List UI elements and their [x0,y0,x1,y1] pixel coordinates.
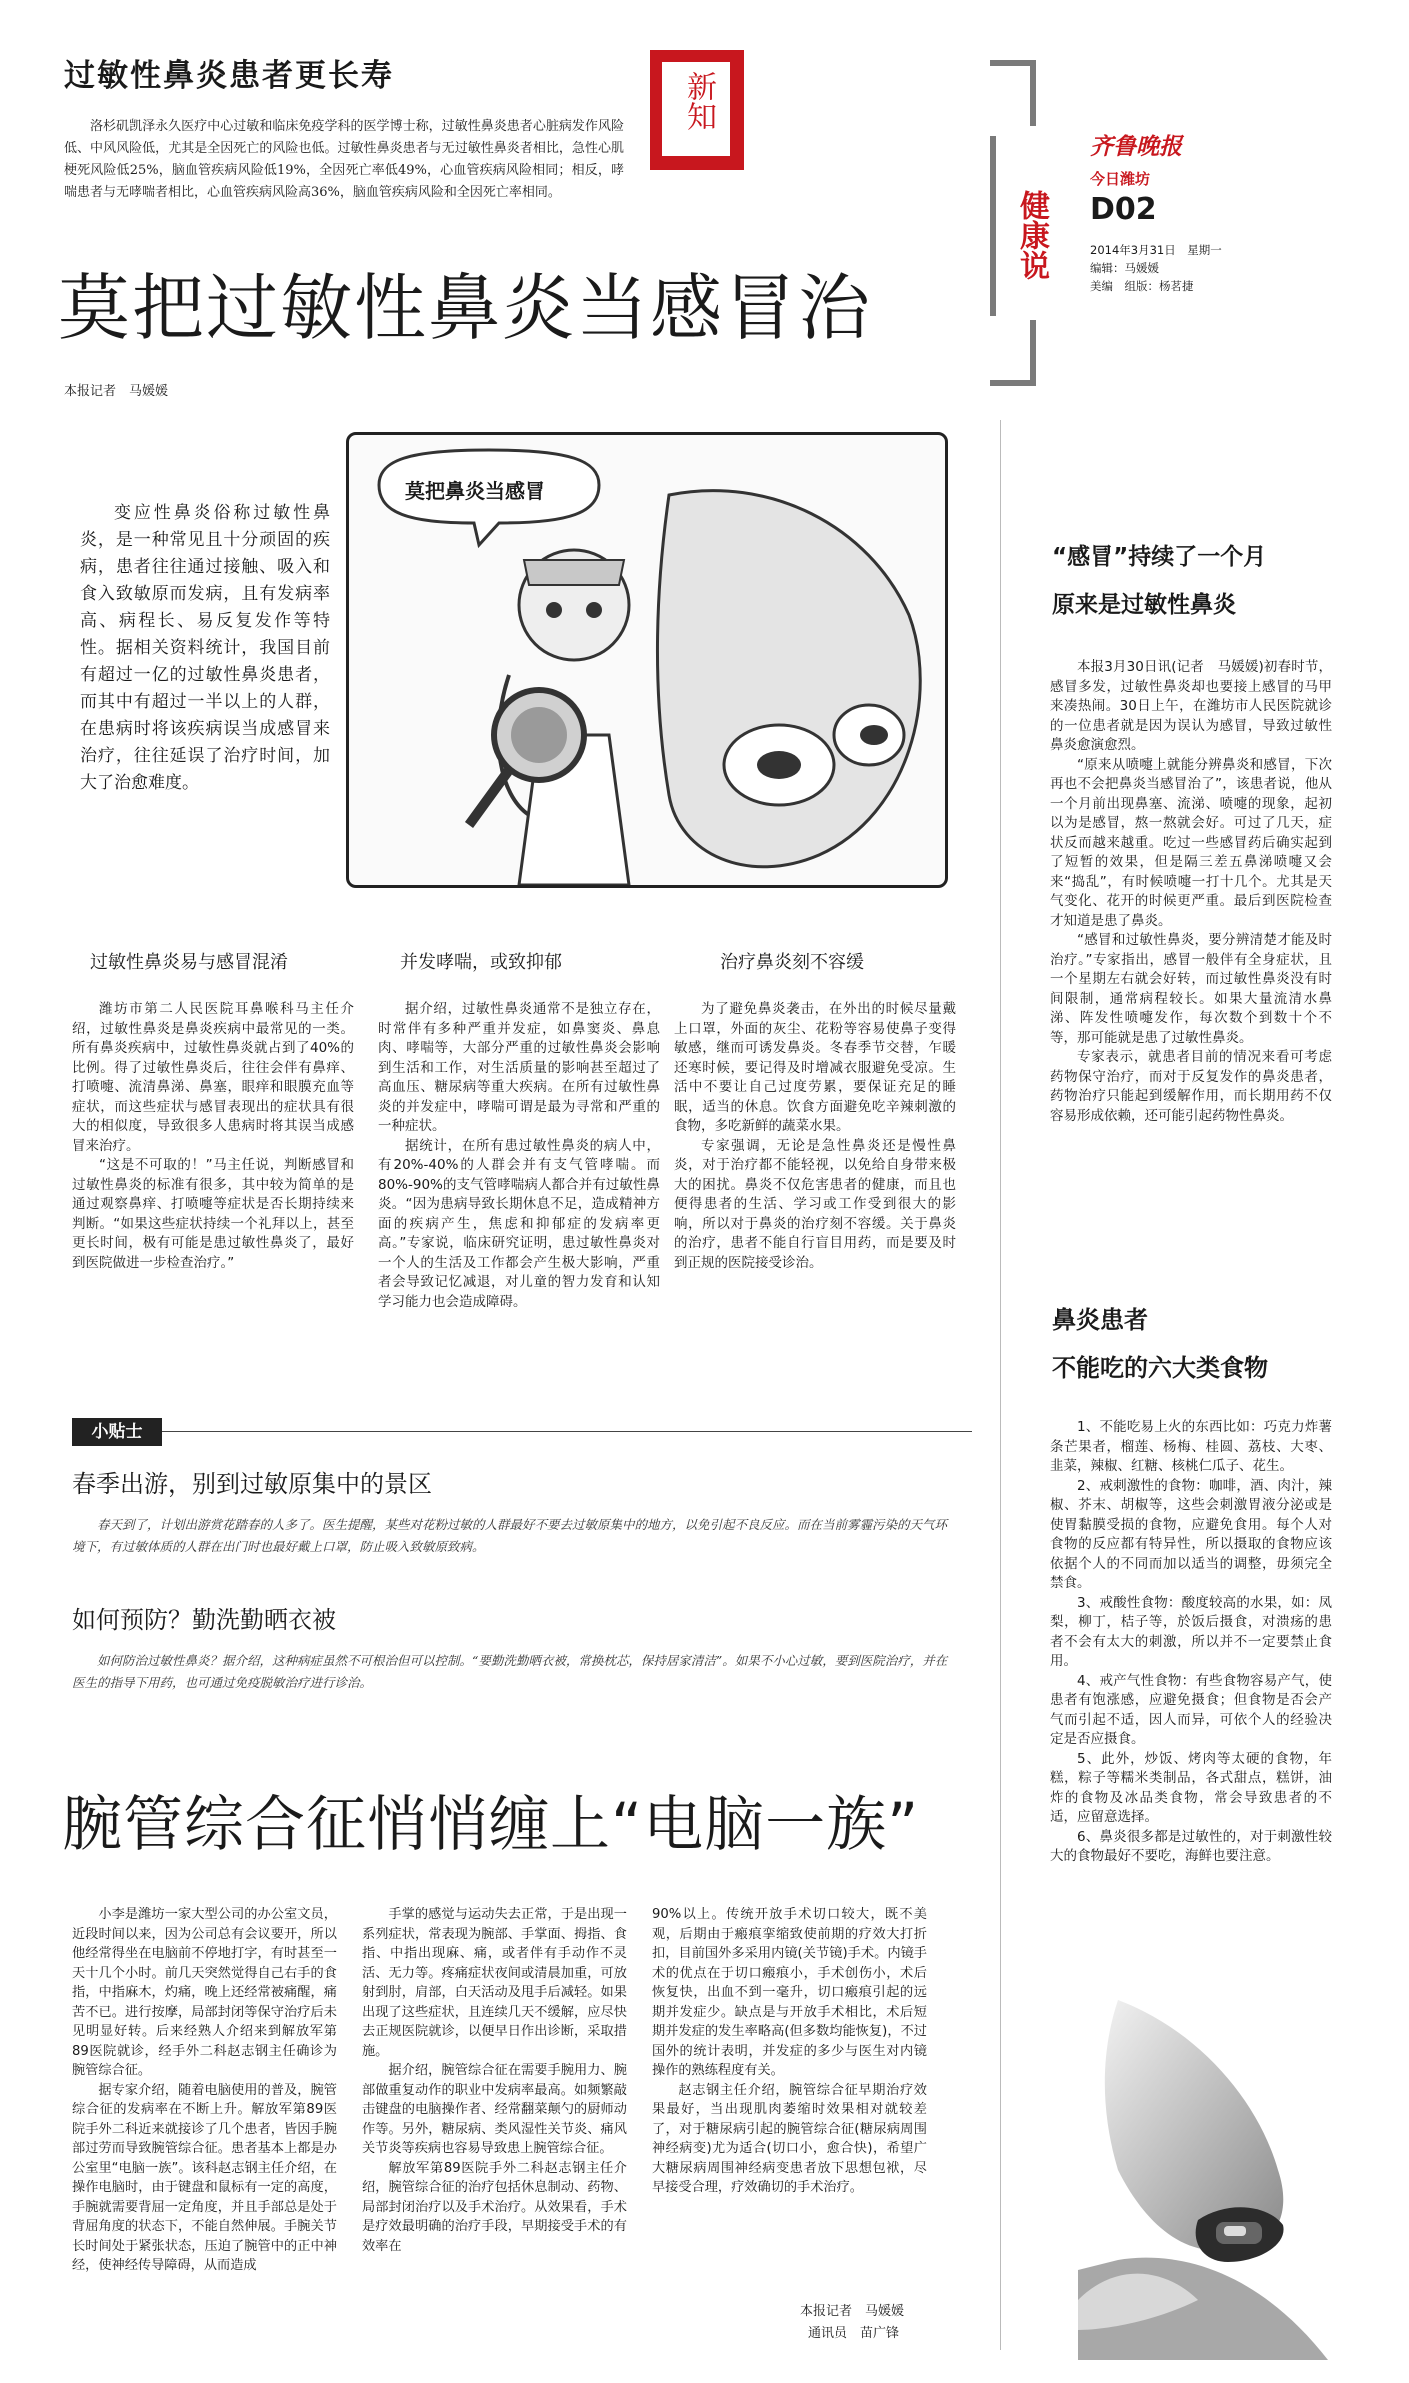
col1-body [72,1000,354,1273]
right1-body [1050,658,1332,1126]
bottom-col1 [72,1905,337,2276]
lead-paragraph: 变应性鼻炎俗称过敏性鼻炎，是一种常见且十分顽固的疾病，患者往往通过接触、吸入和食入致敏原而发病，且有发病率高、病程长、易反复发作等特性。据相关资料统计，我国目前有超过一亿的过敏性鼻炎患者，而其中有超过一半以上的人群，在患病时将该疾病误当成感冒来治疗，往往延误了治疗时间，加大了治愈难度。 [80,503,330,793]
main-byline: 本报记者 马媛媛 [64,384,169,399]
food-item: 6、鼻炎很多都是过敏性的，对于刺激性较大的食物最好不要吃，海鲜也要注意。 [1050,1828,1332,1864]
food-item: 2、戒刺激性的食物：咖啡，酒、肉汁，辣椒、芥末、胡椒等，这些会刺激胃液分泌或是使胃黏膜受损的食物，应避免食用。每个人对食物的反应都有特异性，所以摄取的食物应该依据个人的不同而加以适当的调整，毋须完全禁食。 [1050,1477,1332,1591]
bottom-col2-para: 解放军第89医院手外二科赵志钢主任介绍，腕管综合征的治疗包括休息制动、药物、局部封闭治疗以及手术治疗。从效果看，手术是疗效最明确的治疗手段，早期接受手术的有效率在 [362,2160,627,2254]
badge-text: 新知 [681,71,716,131]
tips-badge: 小贴士 [72,1418,162,1446]
main-headline: 莫把过敏性鼻炎当感冒治 [58,266,873,350]
food-item: 4、戒产气性食物：有些食物容易产气，使患者有饱涨感，应避免摄食；但食物是否会产气而引起不适，因人而异，可依个人的经验决定是否应摄食。 [1050,1672,1332,1747]
bottom-credit-2: 通讯员 苗广锋 [808,2326,900,2341]
bottom-col2-para: 手掌的感觉与运动失去正常，于是出现一系列症状，常表现为腕部、手掌面、拇指、食指、中指出现麻、痛，或者伴有手动作不灵活、无力等。疼痛症状夜间或清晨加重，可放射到肘，肩部，白天活动及甩手后减轻。如果出现了这些症状，且连续几天不缓解，应尽快去正规医院就诊，以便早日作出诊断，采取措施。 [362,1907,627,2059]
tips-title-1: 春季出游，别到过敏原集中的景区 [72,1470,432,1498]
col1-title: 过敏性鼻炎易与感冒混淆 [90,952,288,973]
bottom-col3-para: 90%以上。传统开放手术切口较大，既不美观，后期由于瘢痕挛缩致使前期的疗效大打折扣，目前国外多采用内镜(关节镜)手术。内镜手术的优点在于切口瘢痕小，手术创伤小，术后恢复快，出血不到一毫升，切口瘢痕引起的远期并发症少。缺点是与开放手术相比，术后短期并发症的发生率略高(但多数均能恢复)，不过国外的统计表明，并发症的多少与医生对内镜操作的熟练程度有关。 [652,1907,927,2078]
right1-para: 专家表示，就患者目前的情况来看可考虑药物保守治疗，而对于反复发作的鼻炎患者，药物治疗只能起到缓解作用，而长期用药不仅容易形成依赖，还可能引起药物性鼻炎。 [1050,1049,1332,1124]
food-item: 1、不能吃易上火的东西比如：巧克力炸薯条芒果者，榴莲、杨梅、桂圆、荔枝、大枣、韭菜，辣椒、红糖、核桃仁瓜子、花生。 [1050,1419,1332,1474]
food-item: 3、戒酸性食物：酸度较高的水果，如：凤梨，柳丁，桔子等，於饭后摄食，对溃疡的患者不会有太大的刺激，所以并不一定要禁止食用。 [1050,1594,1332,1669]
col3-body [674,1000,956,1273]
bottom-col1-para: 据专家介绍，随着电脑使用的普及，腕管综合征的发病率在不断上升。解放军第89医院手外二科近来就接诊了几个患者，皆因手腕部过劳而导致腕管综合征。患者基本上都是办公室里“电脑一族”。该科赵志钢主任介绍，在操作电脑时，由于键盘和鼠标有一定的高度，手腕就需要背屈一定角度，并且手部总是处于背屈角度的状态下，不能自然伸展。手腕关节长时间处于紧张状态，压迫了腕管中的正中神经，使神经传导障碍，从而造成 [72,2082,337,2273]
right1-title-2: 原来是过敏性鼻炎 [1052,592,1236,618]
section-title: 健康说 [1014,190,1049,280]
col3-title: 治疗鼻炎刻不容缓 [720,952,864,973]
food-item: 5、此外，炒饭、烤肉等太硬的食物，年糕，粽子等糯米类制品，各式甜点，糕饼，油炸的食物及冰品类食物，常会导致患者的不适，应留意选择。 [1050,1750,1332,1825]
tips-text-2: 如何防治过敏性鼻炎？据介绍，这种病症虽然不可根治但可以控制。“要勤洗勤晒衣被，常换枕芯，保持居家清洁”。如果不小心过敏，要到医院治疗，并在医生的指导下用药，也可通过免疫脱敏治疗进行诊治。 [72,1653,948,1690]
main-lead [80,500,330,797]
sidebar-masthead [990,40,1070,400]
brief-title: 过敏性鼻炎患者更长寿 [64,58,394,94]
right1-para: 本报3月30日讯(记者 马媛媛)初春时节，感冒多发，过敏性鼻炎却也要接上感冒的马甲来凑热闹。30日上午，在潍坊市人民医院就诊的一位患者就是因为误认为感冒，导致过敏性鼻炎愈演愈烈。 [1050,659,1332,753]
right2-body [1050,1418,1332,1867]
bottom-col3-para: 赵志钢主任介绍，腕管综合征早期治疗效果最好，当出现肌肉萎缩时效果相对就较差了，对于糖尿病引起的腕管综合征(糖尿病周围神经病变)尤为适合(切口小，愈合快)，希望广大糖尿病周围神经病变患者放下思想包袱，尽早接受合理，疗效确切的手术治疗。 [652,2082,927,2195]
tips-text-1: 春天到了，计划出游赏花踏春的人多了。医生提醒，某些对花粉过敏的人群最好不要去过敏原集中的地方，以免引起不良反应。而在当前雾霾污染的天气环境下，有过敏体质的人群在出门时也最好戴上口罩，防止吸入致敏原致病。 [72,1517,948,1554]
right2-title-1: 鼻炎患者 [1052,1306,1148,1334]
col3-para: 专家强调，无论是急性鼻炎还是慢性鼻炎，对于治疗都不能轻视，以免给自身带来极大的困扰。鼻炎不仅危害患者的健康，而且也便得患者的生活、学习或工作受到很大的影响，所以对于鼻炎的治疗刻不容缓。关于鼻炎的治疗，患者不能自行盲目用药，而是要及时到正规的医院接受诊治。 [674,1137,956,1271]
paper-name: 齐鲁晚报 [1090,133,1182,160]
nose-photo-graphic [1078,2000,1338,2360]
cartoon [346,432,948,888]
right2-title-2: 不能吃的六大类食物 [1052,1354,1268,1382]
col1-para: 潍坊市第二人民医院耳鼻喉科马主任介绍，过敏性鼻炎是鼻炎疾病中最常见的一类。所有鼻炎疾病中，过敏性鼻炎就占到了40%的比例。得了过敏性鼻炎后，往往会伴有鼻痒、打喷嚏、流清鼻涕、鼻塞，眼痒和眼膜充血等症状，而这些症状与感冒表现出的症状具有很大的相似度，导致很多人患病时将其误当成感冒来治疗。 [72,1001,354,1154]
page-number: D02 [1090,192,1157,227]
col2-para: 据介绍，过敏性鼻炎通常不是独立存在，时常伴有多种严重并发症，如鼻窦炎、鼻息肉、哮喘等，大部分严重的过敏性鼻炎会影响到生活和工作，对生活质量的影响甚至超过了高血压、糖尿病等重大疾病。在所有过敏性鼻炎的并发症中，哮喘可谓是最为寻常和严重的一种症状。 [378,1001,660,1134]
col2-title: 并发哮喘，或致抑郁 [400,952,562,973]
col1-para: “这是不可取的！”马主任说，判断感冒和过敏性鼻炎的标准有很多，其中较为简单的是通过观察鼻痒、打喷嚏等症状是否长期持续来判断。“如果这些症状持续一个礼拜以上，甚至更长时间，极有可能是患过敏性鼻炎了，最好到医院做进一步检查治疗。” [72,1157,354,1271]
right1-title-1: “感冒”持续了一个月 [1052,544,1267,570]
bottom-headline: 腕管综合征悄悄缠上“电脑一族” [62,1790,920,1860]
bottom-col2-para: 据介绍，腕管综合征在需要手腕用力、腕部做重复动作的职业中发病率最高。如频繁敲击键盘的电脑操作者、经常翻菜颠勺的厨师动作等。另外，糖尿病、类风湿性关节炎、痛风关节炎等疾病也容易导致患上腕管综合征。 [362,2063,627,2156]
nose-photo [1078,2000,1338,2360]
right-rail-divider [1000,420,1001,2350]
date-line: 2014年3月31日 星期一 [1090,243,1222,257]
bottom-credit-1: 本报记者 马媛媛 [800,2304,905,2319]
right1-para: “原来从喷嚏上就能分辨鼻炎和感冒，下次再也不会把鼻炎当感冒治了”，该患者说，他从一个月前出现鼻塞、流涕、喷嚏的现象，起初以为是感冒，熬一熬就会好。可过了几天，症状反而越来越重。吃过一些感冒药后确实起到了短暂的效果，但是隔三差五鼻涕喷嚏又会来“捣乱”，有时候喷嚏一打十几个。尤其是天气变化、花开的时候更严重。最后到医院检查才知道是患了鼻炎。 [1050,756,1332,929]
bottom-col2 [362,1905,627,2256]
col2-para: 据统计，在所有患过敏性鼻炎的病人中，有20%-40%的人群会并有支气管哮喘。而80%-90%的支气管哮喘病人都合并有过敏性鼻炎。“因为患病导致长期休息不足，造成精神方面的疾病产生，焦虑和抑郁症的发病率更高。”专家说，临床研究证明，患过敏性鼻炎对一个人的生活及工作都会产生极大影响，严重者会导致记忆减退，对儿童的智力发育和认知学习能力也会造成障碍。 [378,1137,660,1310]
col3-para: 为了避免鼻炎袭击，在外出的时候尽量戴上口罩，外面的灰尘、花粉等容易使鼻子变得敏感，继而可诱发鼻炎。冬春季节交替，乍暖还寒时候，要记得及时增减衣服避免受凉。生活中不要让自己过度劳累，要保证充足的睡眠，适当的休息。饮食方面避免吃辛辣刺激的食物，多吃新鲜的蔬菜水果。 [674,1001,956,1134]
bottom-col3 [652,1905,927,2198]
new-knowledge-badge [650,50,744,170]
edition-name: 今日潍坊 [1090,170,1151,188]
design-line: 美编 组版：杨茗捷 [1090,279,1194,293]
tips-rule [162,1431,972,1432]
brief-text: 洛杉矶凯泽永久医疗中心过敏和临床免疫学科的医学博士称，过敏性鼻炎患者心脏病发作风险低、中风风险低，尤其是全因死亡的风险也低。过敏性鼻炎患者与无过敏性鼻炎者相比，急性心肌梗死风险低25%，脑血管疾病风险低19%，全因死亡率低49%，心血管疾病风险相同；相反，哮喘患者与无哮喘者相比，心血管疾病风险高36%，脑血管疾病风险和全因死亡率相同。 [64,119,624,200]
cartoon-caption: 莫把鼻炎当感冒 [405,479,545,503]
col2-body [378,1000,660,1312]
tips-title-2: 如何预防？勤洗勤晒衣被 [72,1606,336,1634]
right1-para: “感冒和过敏性鼻炎，要分辨清楚才能及时治疗。”专家指出，感冒一般伴有全身症状，且一个星期左右就会好转，而过敏性鼻炎没有时间限制，通常病程较长。如果大量流清水鼻涕、阵发性喷嚏发作，每次数个到数十个不等，那可能就是患了过敏性鼻炎。 [1050,932,1332,1046]
editor-line: 编辑：马媛媛 [1090,261,1159,275]
bottom-col1-para: 小李是潍坊一家大型公司的办公室文员，近段时间以来，因为公司总有会议要开，所以他经常得坐在电脑前不停地打字，有时甚至一天十几个小时。前几天突然觉得自己右手的食指，中指麻木，灼痛，晚上还经常被痛醒，痛苦不已。进行按摩，局部封闭等保守治疗后未见明显好转。后来经熟人介绍来到解放军第89医院就诊，经手外二科赵志钢主任确诊为腕管综合征。 [72,1907,337,2078]
